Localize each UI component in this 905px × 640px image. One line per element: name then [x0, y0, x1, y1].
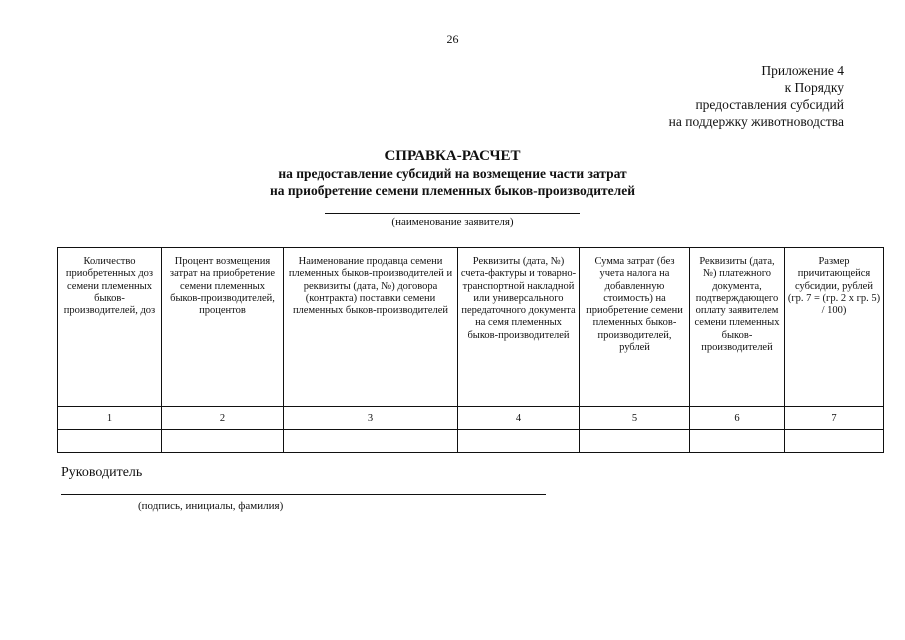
empty-cell	[284, 430, 458, 453]
title-block	[0, 147, 905, 199]
applicant-caption: (наименование заявителя)	[391, 216, 514, 228]
column-number: 1	[58, 407, 162, 430]
page-number: 26	[446, 32, 459, 46]
signature-line	[61, 494, 546, 495]
column-header: Реквизиты (дата, №) счета-фактуры и товарно-транспортной накладной или универсального передаточного документа на семя племенных быков-производителей	[458, 248, 580, 407]
column-number: 7	[785, 407, 884, 430]
empty-cell	[690, 430, 785, 453]
column-header: Реквизиты (дата, №) платежного документа, подтверждающего оплату заявителем семени племенных быков-производителей	[690, 248, 785, 407]
empty-cell	[162, 430, 284, 453]
empty-cell	[458, 430, 580, 453]
empty-cell	[785, 430, 884, 453]
document-title: СПРАВКА-РАСЧЕТ	[384, 148, 521, 164]
column-number: 4	[458, 407, 580, 430]
appendix-line: на поддержку животноводства	[668, 114, 844, 129]
column-number: 3	[284, 407, 458, 430]
column-number: 2	[162, 407, 284, 430]
column-header: Количество приобретенных доз семени племенных быков-производителей, доз	[58, 248, 162, 407]
column-header: Наименование продавца семени племенных быков-производителей и реквизиты (дата, №) договора (контракта) поставки семени племенных быков-производителей	[284, 248, 458, 407]
signature-label: Руководитель	[61, 465, 143, 480]
column-header: Процент возмещения затрат на приобретение семени племенных быков-производителей, процентов	[162, 248, 284, 407]
column-number: 5	[580, 407, 690, 430]
column-number-row	[58, 407, 884, 430]
signature-caption: (подпись, инициалы, фамилия)	[138, 500, 284, 512]
table-header-row	[58, 248, 884, 407]
column-header: Сумма затрат (без учета налога на добавленную стоимость) на приобретение семени племенных быков-производителей, рублей	[580, 248, 690, 407]
appendix-block	[669, 62, 844, 130]
table-row	[58, 430, 884, 453]
appendix-line: предоставления субсидий	[695, 97, 844, 112]
column-header: Размер причитающейся субсидии, рублей (гр. 7 = (гр. 2 x гр. 5) / 100)	[785, 248, 884, 407]
applicant-name-line	[325, 213, 580, 214]
column-number: 6	[690, 407, 785, 430]
empty-cell	[580, 430, 690, 453]
document-subtitle-line: на предоставление субсидий на возмещение части затрат	[278, 166, 627, 181]
appendix-line: к Порядку	[784, 80, 844, 95]
appendix-line: Приложение 4	[761, 63, 844, 78]
empty-cell	[58, 430, 162, 453]
document-subtitle-line: на приобретение семени племенных быков-производителей	[269, 183, 635, 198]
calculation-table	[57, 247, 884, 453]
